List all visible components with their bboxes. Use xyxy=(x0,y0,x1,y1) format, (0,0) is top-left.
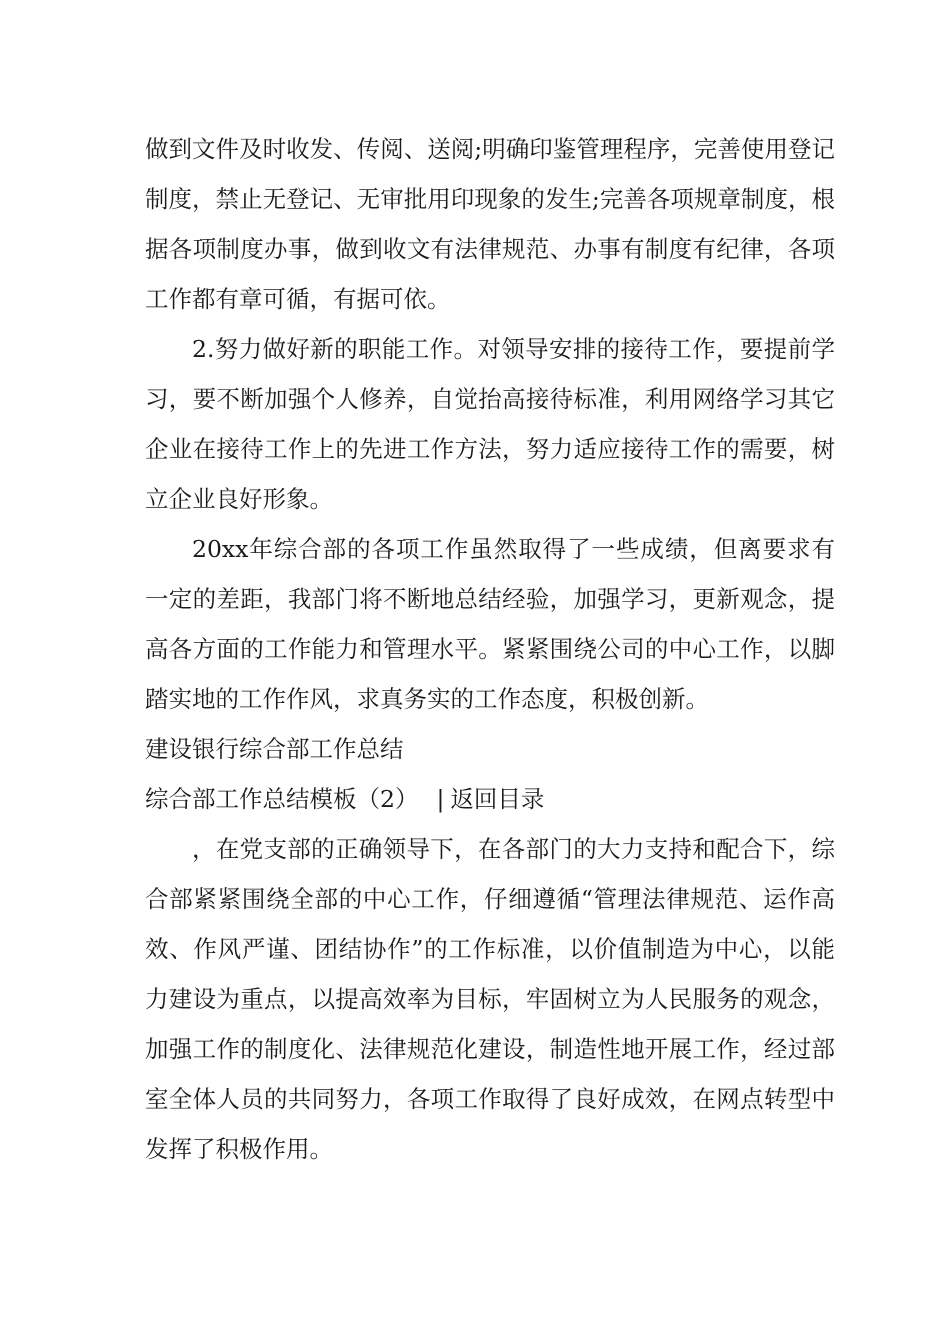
section-title: 建设银行综合部工作总结 xyxy=(145,735,404,763)
paragraph-seal-management: 做到文件及时收发、传阅、送阅;明确印鉴管理程序，完善使用登记制度，禁止无登记、无审批用印现象的发生;完善各项规章制度，根据各项制度办事，做到收文有法律规范、办事有制度有纪律，各项工作都有章可循，有据可依。 xyxy=(145,135,835,313)
subtitle-label: 综合部工作总结模板（2） xyxy=(145,785,419,813)
subtitle-line xyxy=(145,774,835,824)
document-body xyxy=(145,124,835,1174)
back-to-toc-link[interactable]: 返回目录 xyxy=(450,785,545,813)
paragraph-year-summary: 20xx年综合部的各项工作虽然取得了一些成绩，但离要求有一定的差距，我部门将不断地总结经验，加强学习，更新观念，提高各方面的工作能力和管理水平。紧紧围绕公司的中心工作，以脚踏实地的工作作风，求真务实的工作态度，积极创新。 xyxy=(145,535,835,713)
paragraph-department-overview: ，在党支部的正确领导下，在各部门的大力支持和配合下，综合部紧紧围绕全部的中心工作，仔细遵循“管理法律规范、运作高效、作风严谨、团结协作”的工作标准，以价值制造为中心，以能力建设为重点，以提高效率为目标，牢固树立为人民服务的观念，加强工作的制度化、法律规范化建设，制造性地开展工作，经过部室全体人员的共同努力，各项工作取得了良好成效，在网点转型中发挥了积极作用。 xyxy=(145,835,835,1163)
subtitle-separator: | xyxy=(436,785,445,813)
paragraph-reception-work: 2.努力做好新的职能工作。对领导安排的接待工作，要提前学习，要不断加强个人修养，自觉抬高接待标准，利用网络学习其它企业在接待工作上的先进工作方法，努力适应接待工作的需要，树立企业良好形象。 xyxy=(145,335,835,513)
